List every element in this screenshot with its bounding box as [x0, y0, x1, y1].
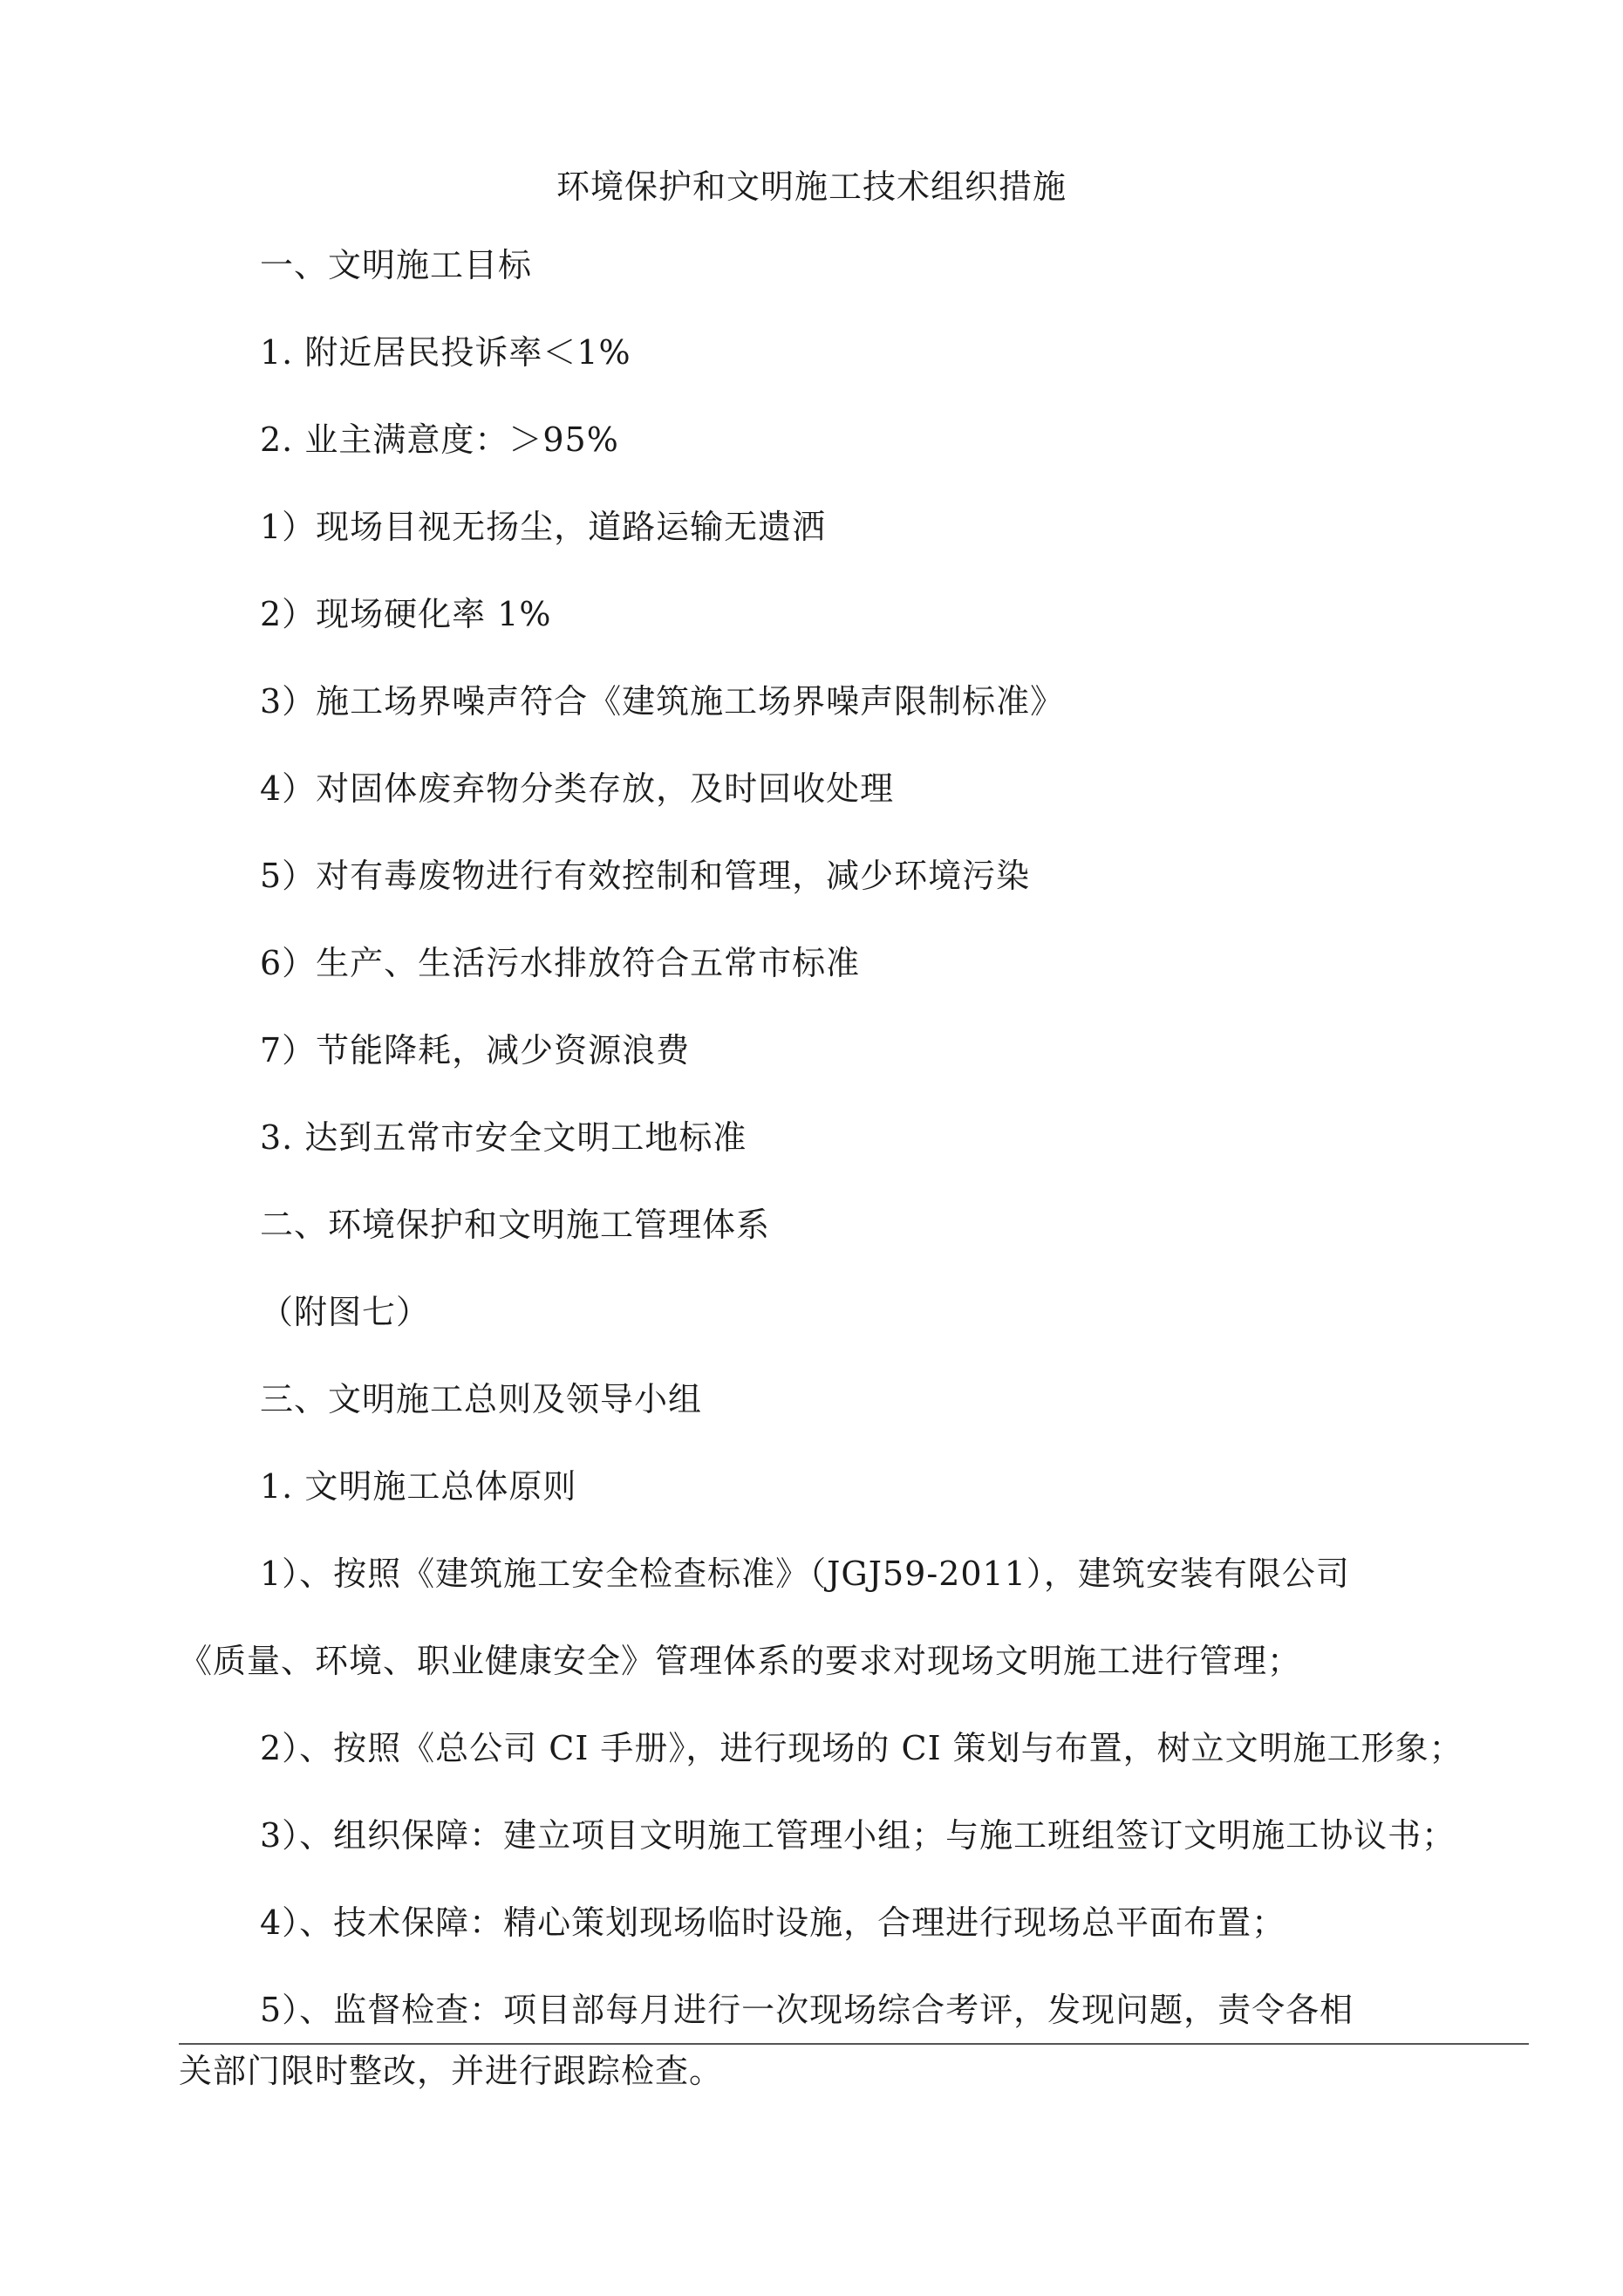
text-line: 1. 文明施工总体原则 — [260, 1467, 577, 1506]
text-line: 4）、技术保障：精心策划现场临时设施，合理进行现场总平面布置； — [260, 1903, 1286, 1942]
text-line: 2）现场硬化率 1% — [260, 595, 552, 633]
figure-reference: （附图七） — [260, 1293, 431, 1331]
text-line: 7）节能降耗，减少资源浪费 — [260, 1031, 691, 1069]
page-divider-line — [179, 2043, 1529, 2045]
text-line: 3）施工场界噪声符合《建筑施工场界噪声限制标准》 — [260, 682, 1065, 721]
text-line: 6）生产、生活污水排放符合五常市标准 — [260, 944, 861, 982]
text-line: 3. 达到五常市安全文明工地标准 — [260, 1118, 747, 1157]
text-line: 1. 附近居民投诉率＜1% — [260, 333, 631, 372]
section-heading-1: 一、文明施工目标 — [260, 246, 533, 284]
text-line: 2. 业主满意度：＞95% — [260, 420, 619, 459]
document-title: 环境保护和文明施工技术组织措施 — [556, 167, 1067, 206]
text-line: 1）、按照《建筑施工安全检查标准》（JGJ59-2011），建筑安装有限公司 — [260, 1555, 1350, 1593]
text-line: 4）对固体废弃物分类存放，及时回收处理 — [260, 769, 895, 808]
text-line: 3）、组织保障：建立项目文明施工管理小组；与施工班组签订文明施工协议书； — [260, 1816, 1456, 1855]
section-heading-3: 三、文明施工总则及领导小组 — [260, 1380, 703, 1418]
section-heading-2: 二、环境保护和文明施工管理体系 — [260, 1206, 771, 1244]
text-line: 关部门限时整改，并进行跟踪检查。 — [179, 2052, 724, 2090]
text-line: 5）、监督检查：项目部每月进行一次现场综合考评，发现问题，责令各相 — [260, 1991, 1354, 2029]
text-line: 2）、按照《总公司 CI 手册》，进行现场的 CI 策划与布置，树立文明施工形象； — [260, 1729, 1463, 1767]
text-line: 《质量、环境、职业健康安全》管理体系的要求对现场文明施工进行管理； — [179, 1642, 1302, 1680]
text-line: 5）对有毒废物进行有效控制和管理，减少环境污染 — [260, 857, 1031, 895]
text-line: 1）现场目视无扬尘，道路运输无遗洒 — [260, 508, 827, 546]
